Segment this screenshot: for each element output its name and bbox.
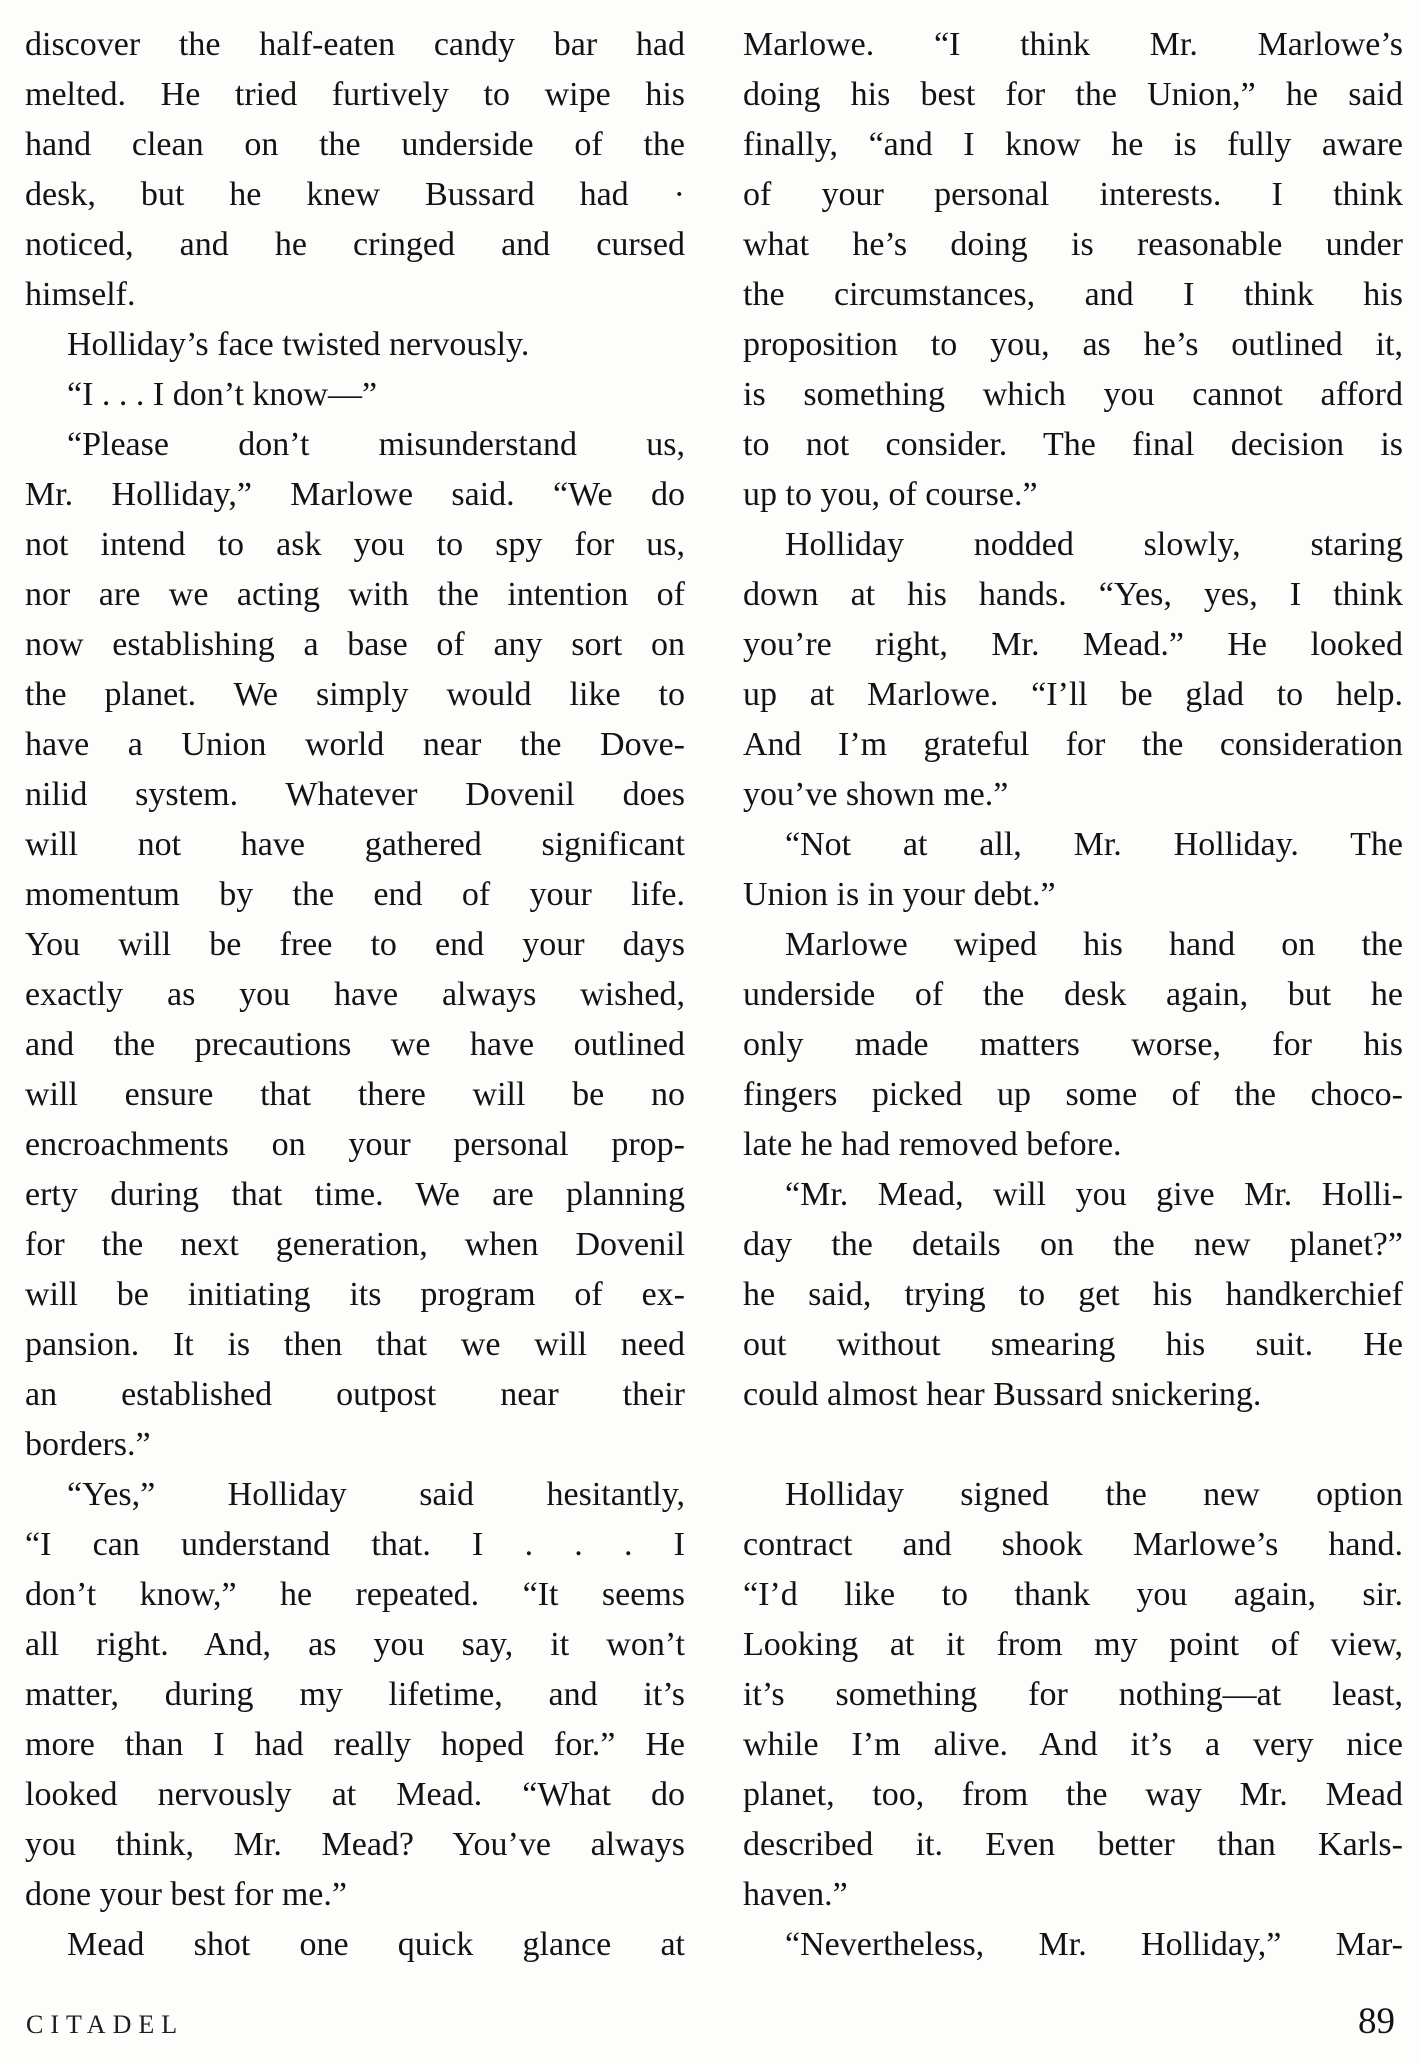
text-line: erty during that time. We are planning	[25, 1176, 685, 1213]
text-line: You will be free to end your days	[25, 926, 685, 963]
text-line: for the next generation, when Dovenil	[25, 1226, 685, 1263]
text-line: “I can understand that. I . . . I	[25, 1526, 685, 1563]
text-line: you’re right, Mr. Mead.” He looked	[743, 626, 1403, 663]
text-line: up to you, of course.”	[743, 476, 1038, 513]
text-line: And I’m grateful for the consideration	[743, 726, 1403, 763]
text-line: planet, too, from the way Mr. Mead	[743, 1776, 1403, 1813]
text-line: momentum by the end of your life.	[25, 876, 685, 913]
text-line: you’ve shown me.”	[743, 776, 1009, 813]
text-line: hand clean on the underside of the	[25, 126, 685, 163]
paragraph	[25, 370, 685, 420]
text-line: up at Marlowe. “I’ll be glad to help.	[743, 676, 1403, 713]
text-line: “Nevertheless, Mr. Holliday,” Mar-	[785, 1926, 1403, 1963]
text-line: “Not at all, Mr. Holliday. The	[785, 826, 1403, 863]
text-line: to not consider. The final decision is	[743, 426, 1403, 463]
text-line: haven.”	[743, 1876, 848, 1913]
text-line: and the precautions we have outlined	[25, 1026, 685, 1063]
text-line: is something which you cannot afford	[743, 376, 1403, 413]
text-line: could almost hear Bussard snickering.	[743, 1376, 1262, 1413]
text-line: matter, during my lifetime, and it’s	[25, 1676, 685, 1713]
text-line: he said, trying to get his handkerchief	[743, 1276, 1403, 1313]
text-line: “Yes,” Holliday said hesitantly,	[67, 1476, 685, 1513]
text-line: “Please don’t misunderstand us,	[67, 426, 685, 463]
paragraph	[25, 420, 685, 1470]
text-line: melted. He tried furtively to wipe his	[25, 76, 685, 113]
paragraph	[25, 1470, 685, 1920]
footer	[26, 2000, 1395, 2043]
paragraph	[25, 20, 685, 320]
paragraph	[743, 920, 1403, 1170]
text-line: underside of the desk again, but he	[743, 976, 1403, 1013]
text-line: day the details on the new planet?”	[743, 1226, 1403, 1263]
text-line: himself.	[25, 276, 136, 313]
text-line: will be initiating its program of ex-	[25, 1276, 685, 1313]
text-line: more than I had really hoped for.” He	[25, 1726, 685, 1763]
text-line: all right. And, as you say, it won’t	[25, 1626, 685, 1663]
text-line: out without smearing his suit. He	[743, 1326, 1403, 1363]
paragraph	[743, 820, 1403, 920]
text-line: an established outpost near their	[25, 1376, 685, 1413]
text-line: it’s something for nothing—at least,	[743, 1676, 1403, 1713]
text-line: nilid system. Whatever Dovenil does	[25, 776, 685, 813]
text-line: have a Union world near the Dove-	[25, 726, 685, 763]
text-line: only made matters worse, for his	[743, 1026, 1403, 1063]
paragraph	[25, 1920, 685, 1970]
text-line: done your best for me.”	[25, 1876, 347, 1913]
text-line: Marlowe wiped his hand on the	[785, 926, 1403, 963]
text-line: described it. Even better than Karls-	[743, 1826, 1403, 1863]
paragraph	[743, 1170, 1403, 1420]
text-line: discover the half-eaten candy bar had	[25, 26, 685, 63]
paragraph	[743, 1470, 1403, 1920]
text-line: exactly as you have always wished,	[25, 976, 685, 1013]
text-line: borders.”	[25, 1426, 151, 1463]
text-line: doing his best for the Union,” he said	[743, 76, 1403, 113]
text-line: finally, “and I know he is fully aware	[743, 126, 1403, 163]
running-title: CITADEL	[26, 2010, 185, 2039]
text-line: noticed, and he cringed and cursed	[25, 226, 685, 263]
text-line: nor are we acting with the intention of	[25, 576, 685, 613]
text-line: Looking at it from my point of view,	[743, 1626, 1403, 1663]
left-column	[25, 20, 685, 1970]
text-line: fingers picked up some of the choco-	[743, 1076, 1403, 1113]
text-line: desk, but he knew Bussard had ·	[25, 176, 685, 213]
text-line: pansion. It is then that we will need	[25, 1326, 685, 1363]
text-line: Holliday’s face twisted nervously.	[67, 326, 530, 363]
text-line: the planet. We simply would like to	[25, 676, 685, 713]
text-line: Holliday nodded slowly, staring	[785, 526, 1403, 563]
text-line: now establishing a base of any sort on	[25, 626, 685, 663]
text-line: you think, Mr. Mead? You’ve always	[25, 1826, 685, 1863]
paragraph	[743, 20, 1403, 520]
text-line: “I . . . I don’t know—”	[67, 376, 378, 413]
text-line: encroachments on your personal prop-	[25, 1126, 685, 1163]
text-line: contract and shook Marlowe’s hand.	[743, 1526, 1403, 1563]
page-body	[25, 20, 1403, 1970]
text-line: Mead shot one quick glance at	[67, 1926, 685, 1963]
text-line: down at his hands. “Yes, yes, I think	[743, 576, 1403, 613]
text-line: “I’d like to thank you again, sir.	[743, 1576, 1403, 1613]
text-line: Mr. Holliday,” Marlowe said. “We do	[25, 476, 685, 513]
text-line: “Mr. Mead, will you give Mr. Holli-	[785, 1176, 1403, 1213]
text-line: while I’m alive. And it’s a very nice	[743, 1726, 1403, 1763]
right-column	[743, 20, 1403, 1970]
text-line: Marlowe. “I think Mr. Marlowe’s	[743, 26, 1403, 63]
text-line: the circumstances, and I think his	[743, 276, 1403, 313]
paragraph	[25, 320, 685, 370]
page-number: 89	[1358, 2001, 1395, 2042]
text-line: proposition to you, as he’s outlined it,	[743, 326, 1403, 363]
text-line: not intend to ask you to spy for us,	[25, 526, 685, 563]
text-line: looked nervously at Mead. “What do	[25, 1776, 685, 1813]
text-line: late he had removed before.	[743, 1126, 1122, 1163]
text-line: of your personal interests. I think	[743, 176, 1403, 213]
paragraph	[743, 520, 1403, 820]
text-line: Holliday signed the new option	[785, 1476, 1403, 1513]
text-line: what he’s doing is reasonable under	[743, 226, 1403, 263]
text-line: will ensure that there will be no	[25, 1076, 685, 1113]
text-line: Union is in your debt.”	[743, 876, 1056, 913]
text-line: don’t know,” he repeated. “It seems	[25, 1576, 685, 1613]
text-line: will not have gathered significant	[25, 826, 685, 863]
paragraph	[743, 1920, 1403, 1970]
